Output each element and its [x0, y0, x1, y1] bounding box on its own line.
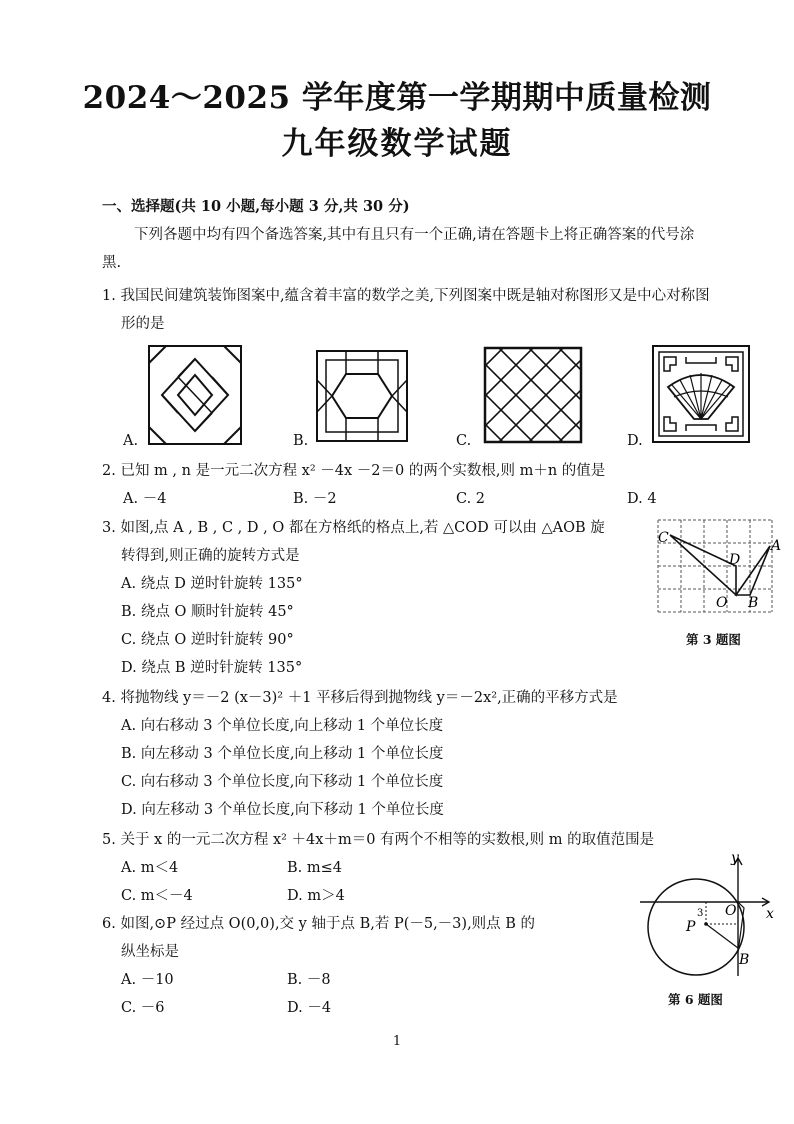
page-number: 1	[392, 1034, 402, 1049]
q2-option-d: D. 4	[627, 491, 657, 507]
q6-label-y: y	[731, 850, 739, 866]
q6-figure-caption: 第 6 题图	[668, 992, 723, 1007]
q4-option-b: B. 向左移动 3 个单位长度,向上移动 1 个单位长度	[121, 746, 444, 762]
q3-grid-figure	[658, 520, 782, 620]
pattern-d-figure	[652, 345, 750, 443]
q4-stem: 4. 将抛物线 y＝－2 (x－3)² ＋1 平移后得到抛物线 y＝－2x²,正确的平移方式是	[102, 690, 618, 706]
q5-option-d: D. m＞4	[287, 888, 345, 904]
q2-option-c: C. 2	[456, 491, 486, 507]
q5-option-b: B. m≤4	[287, 860, 342, 876]
q6-option-b: B. －8	[287, 972, 331, 988]
exam-title: 2024～2025 学年度第一学期期中质量检测	[82, 80, 712, 116]
pattern-a-figure	[148, 345, 242, 445]
q3-stem-line-2: 转得到,则正确的旋转方式是	[121, 548, 300, 564]
q3-figure-caption: 第 3 题图	[686, 632, 741, 647]
q4-option-d: D. 向左移动 3 个单位长度,向下移动 1 个单位长度	[121, 802, 444, 818]
q6-label-x: x	[766, 906, 774, 922]
q3-label-o: O	[716, 595, 728, 611]
q2-stem: 2. 已知 m , n 是一元二次方程 x² －4x －2＝0 的两个实数根,则 m＋n 的值是	[102, 463, 606, 479]
q6-label-o: O	[725, 903, 737, 919]
q2-option-b: B. －2	[293, 491, 337, 507]
q1-label-a: A.	[123, 433, 139, 449]
q3-option-c: C. 绕点 O 逆时针旋转 90°	[121, 632, 294, 648]
q6-label-b: B	[739, 952, 750, 968]
instruction-line-2: 黑.	[102, 255, 122, 271]
q3-option-a: A. 绕点 D 逆时针旋转 135°	[121, 576, 303, 592]
q6-circle-figure	[640, 852, 780, 982]
instruction-line-1: 下列各题中均有四个备选答案,其中有且只有一个正确,请在答题卡上将正确答案的代号涂	[134, 227, 695, 243]
q3-label-b: B	[748, 595, 759, 611]
pattern-c-figure	[484, 347, 582, 443]
q5-option-c: C. m＜－4	[121, 888, 193, 904]
q1-label-c: C.	[456, 433, 472, 449]
q1-label-d: D.	[627, 433, 643, 449]
pattern-b-figure	[316, 350, 408, 442]
q3-option-b: B. 绕点 O 顺时针旋转 45°	[121, 604, 294, 620]
q6-option-d: D. －4	[287, 1000, 332, 1016]
q1-stem-line-2: 形的是	[121, 316, 165, 332]
q6-option-a: A. －10	[121, 972, 174, 988]
exam-subtitle: 九年级数学试题	[281, 126, 513, 162]
q3-stem-line-1: 3. 如图,点 A , B , C , D , O 都在方格纸的格点上,若 △COD 可以由 △AOB 旋	[102, 520, 605, 536]
q3-option-d: D. 绕点 B 逆时针旋转 135°	[121, 660, 303, 676]
q2-option-a: A. －4	[123, 491, 167, 507]
q6-stem-line-1: 6. 如图,⊙P 经过点 O(0,0),交 y 轴于点 B,若 P(－5,－3),则点 B 的	[102, 916, 536, 932]
q1-label-b: B.	[293, 433, 309, 449]
q3-label-d: D	[729, 552, 741, 568]
q5-option-a: A. m＜4	[121, 860, 179, 876]
q3-label-a: A	[771, 538, 782, 554]
section-heading: 一、选择题(共 10 小题,每小题 3 分,共 30 分)	[102, 198, 410, 215]
q5-stem: 5. 关于 x 的一元二次方程 x² ＋4x＋m＝0 有两个不相等的实数根,则 m 的取值范围是	[102, 832, 655, 848]
q1-stem-line-1: 1. 我国民间建筑装饰图案中,蕴含着丰富的数学之美,下列图案中既是轴对称图形又是中心对称图	[102, 288, 710, 304]
q3-label-c: C	[658, 530, 669, 546]
q4-option-c: C. 向右移动 3 个单位长度,向下移动 1 个单位长度	[121, 774, 444, 790]
q6-stem-line-2: 纵坐标是	[121, 944, 179, 960]
q4-option-a: A. 向右移动 3 个单位长度,向上移动 1 个单位长度	[121, 718, 444, 734]
q6-option-c: C. －6	[121, 1000, 165, 1016]
q6-label-3: 3	[697, 908, 704, 919]
q6-label-p: P	[686, 919, 696, 935]
